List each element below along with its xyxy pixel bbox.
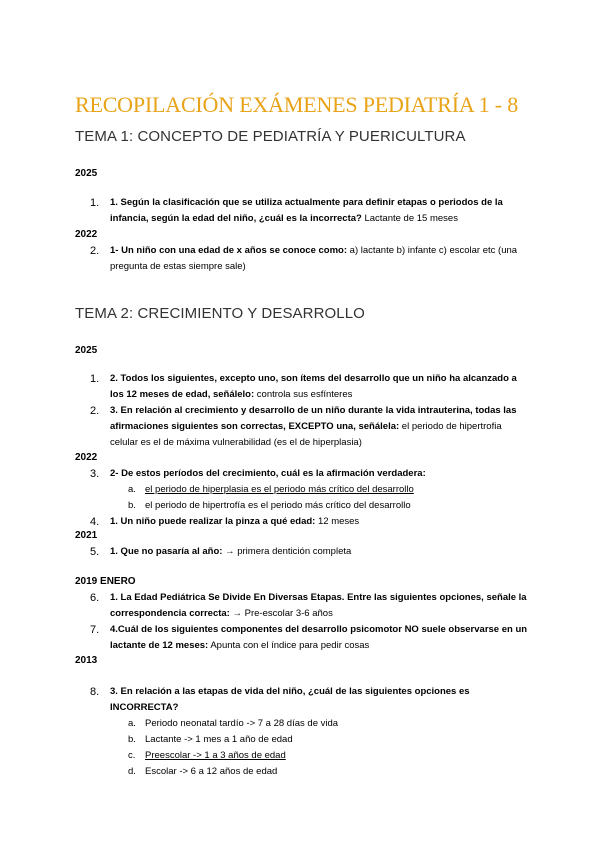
option-item bbox=[128, 498, 411, 514]
question-text: 4.Cuál de los siguientes componentes del desarrollo psicomotor NO suele observarse en un lactante de 12 meses: bbox=[110, 624, 528, 651]
question-text: 1. Que no pasaría al año: bbox=[110, 546, 223, 557]
question-text: 2- De estos períodos del crecimiento, cuál es la afirmación verdadera: bbox=[110, 468, 426, 479]
year-label: 2021 bbox=[75, 530, 98, 541]
option-letter: d. bbox=[128, 766, 136, 777]
option-letter: a. bbox=[128, 484, 136, 495]
option-item bbox=[128, 732, 293, 748]
option-letter: b. bbox=[128, 500, 136, 511]
answer-text: Apunta con el índice para pedir cosas bbox=[208, 640, 370, 651]
option-text: Periodo neonatal tardío -> 7 a 28 días de vida bbox=[145, 718, 339, 729]
answer-text: 12 meses bbox=[315, 516, 360, 527]
option-text: Escolar -> 6 a 12 años de edad bbox=[145, 766, 278, 777]
answer-text: → Pre-escolar 3-6 años bbox=[229, 608, 333, 619]
answer-text: a) lactante b) infante c) escolar etc (una pregunta de estas siempre sale) bbox=[110, 245, 518, 272]
list-number: 1. bbox=[90, 197, 100, 209]
question-text: 1. La Edad Pediátrica Se Divide En Diversas Etapas. Entre las siguientes opciones, señale la correspondencia correcta: bbox=[110, 592, 527, 619]
list-number: 2. bbox=[90, 245, 100, 257]
list-number: 4. bbox=[90, 516, 100, 528]
answer-text: → primera dentición completa bbox=[222, 546, 352, 557]
list-number: 1. bbox=[90, 373, 100, 385]
question-text: 1. Según la clasificación que se utiliza actualmente para definir etapas o periodos de la infancia, según la edad del niño, ¿cuál es la incorrecta? bbox=[110, 197, 503, 224]
year-label: 2022 bbox=[75, 452, 98, 463]
option-item bbox=[128, 482, 414, 498]
answer-text: Lactante de 15 meses bbox=[361, 213, 458, 224]
question-text: 3. En relación a las etapas de vida del niño, ¿cuál de las siguientes opciones es INCORRECTA? bbox=[110, 686, 470, 713]
option-item bbox=[128, 748, 286, 764]
option-text: el periodo de hipertrofía es el periodo más crítico del desarrollo bbox=[145, 500, 411, 511]
question-text: 1- Un niño con una edad de x años se conoce como: bbox=[110, 245, 348, 256]
list-number: 6. bbox=[90, 592, 100, 604]
list-number: 2. bbox=[90, 405, 100, 417]
section-heading-tema1: TEMA 1: CONCEPTO DE PEDIATRÍA Y PUERICULTURA bbox=[75, 128, 466, 145]
year-label: 2025 bbox=[75, 345, 98, 356]
answer-text: el periodo de hipertrofia celular es el de máxima vulnerabilidad (es el de hiperplasia) bbox=[110, 421, 502, 448]
option-text: Preescolar -> 1 a 3 años de edad bbox=[145, 750, 286, 761]
year-label: 2013 bbox=[75, 655, 98, 666]
list-number: 8. bbox=[90, 686, 100, 698]
list-number: 5. bbox=[90, 546, 100, 558]
option-item bbox=[128, 764, 277, 780]
option-text: Lactante -> 1 mes a 1 año de edad bbox=[145, 734, 293, 745]
year-label: 2022 bbox=[75, 229, 98, 240]
list-number: 7. bbox=[90, 624, 100, 636]
question-text: 2. Todos los siguientes, excepto uno, son ítems del desarrollo que un niño ha alcanzado a los 12 meses de edad, señálelo: bbox=[110, 373, 517, 400]
document-title: RECOPILACIÓN EXÁMENES PEDIATRÍA 1 - 8 bbox=[75, 92, 518, 117]
question-text: 3. En relación al crecimiento y desarrollo de un niño durante la vida intrauterina, todas las afirmaciones siguientes son correctas, EXCEPTO una, señálela: bbox=[110, 405, 517, 432]
section-heading-tema2: TEMA 2: CRECIMIENTO Y DESARROLLO bbox=[75, 305, 365, 322]
year-label: 2025 bbox=[75, 168, 98, 179]
answer-text: controla sus esfínteres bbox=[254, 389, 353, 400]
option-text: el periodo de hiperplasia es el periodo más crítico del desarrollo bbox=[145, 484, 414, 495]
list-number: 3. bbox=[90, 468, 100, 480]
question-text: 1. Un niño puede realizar la pinza a qué edad: bbox=[110, 516, 316, 527]
option-letter: c. bbox=[128, 750, 136, 761]
option-letter: a. bbox=[128, 718, 136, 729]
option-item bbox=[128, 716, 338, 732]
option-letter: b. bbox=[128, 734, 136, 745]
year-label: 2019 ENERO bbox=[75, 576, 136, 587]
